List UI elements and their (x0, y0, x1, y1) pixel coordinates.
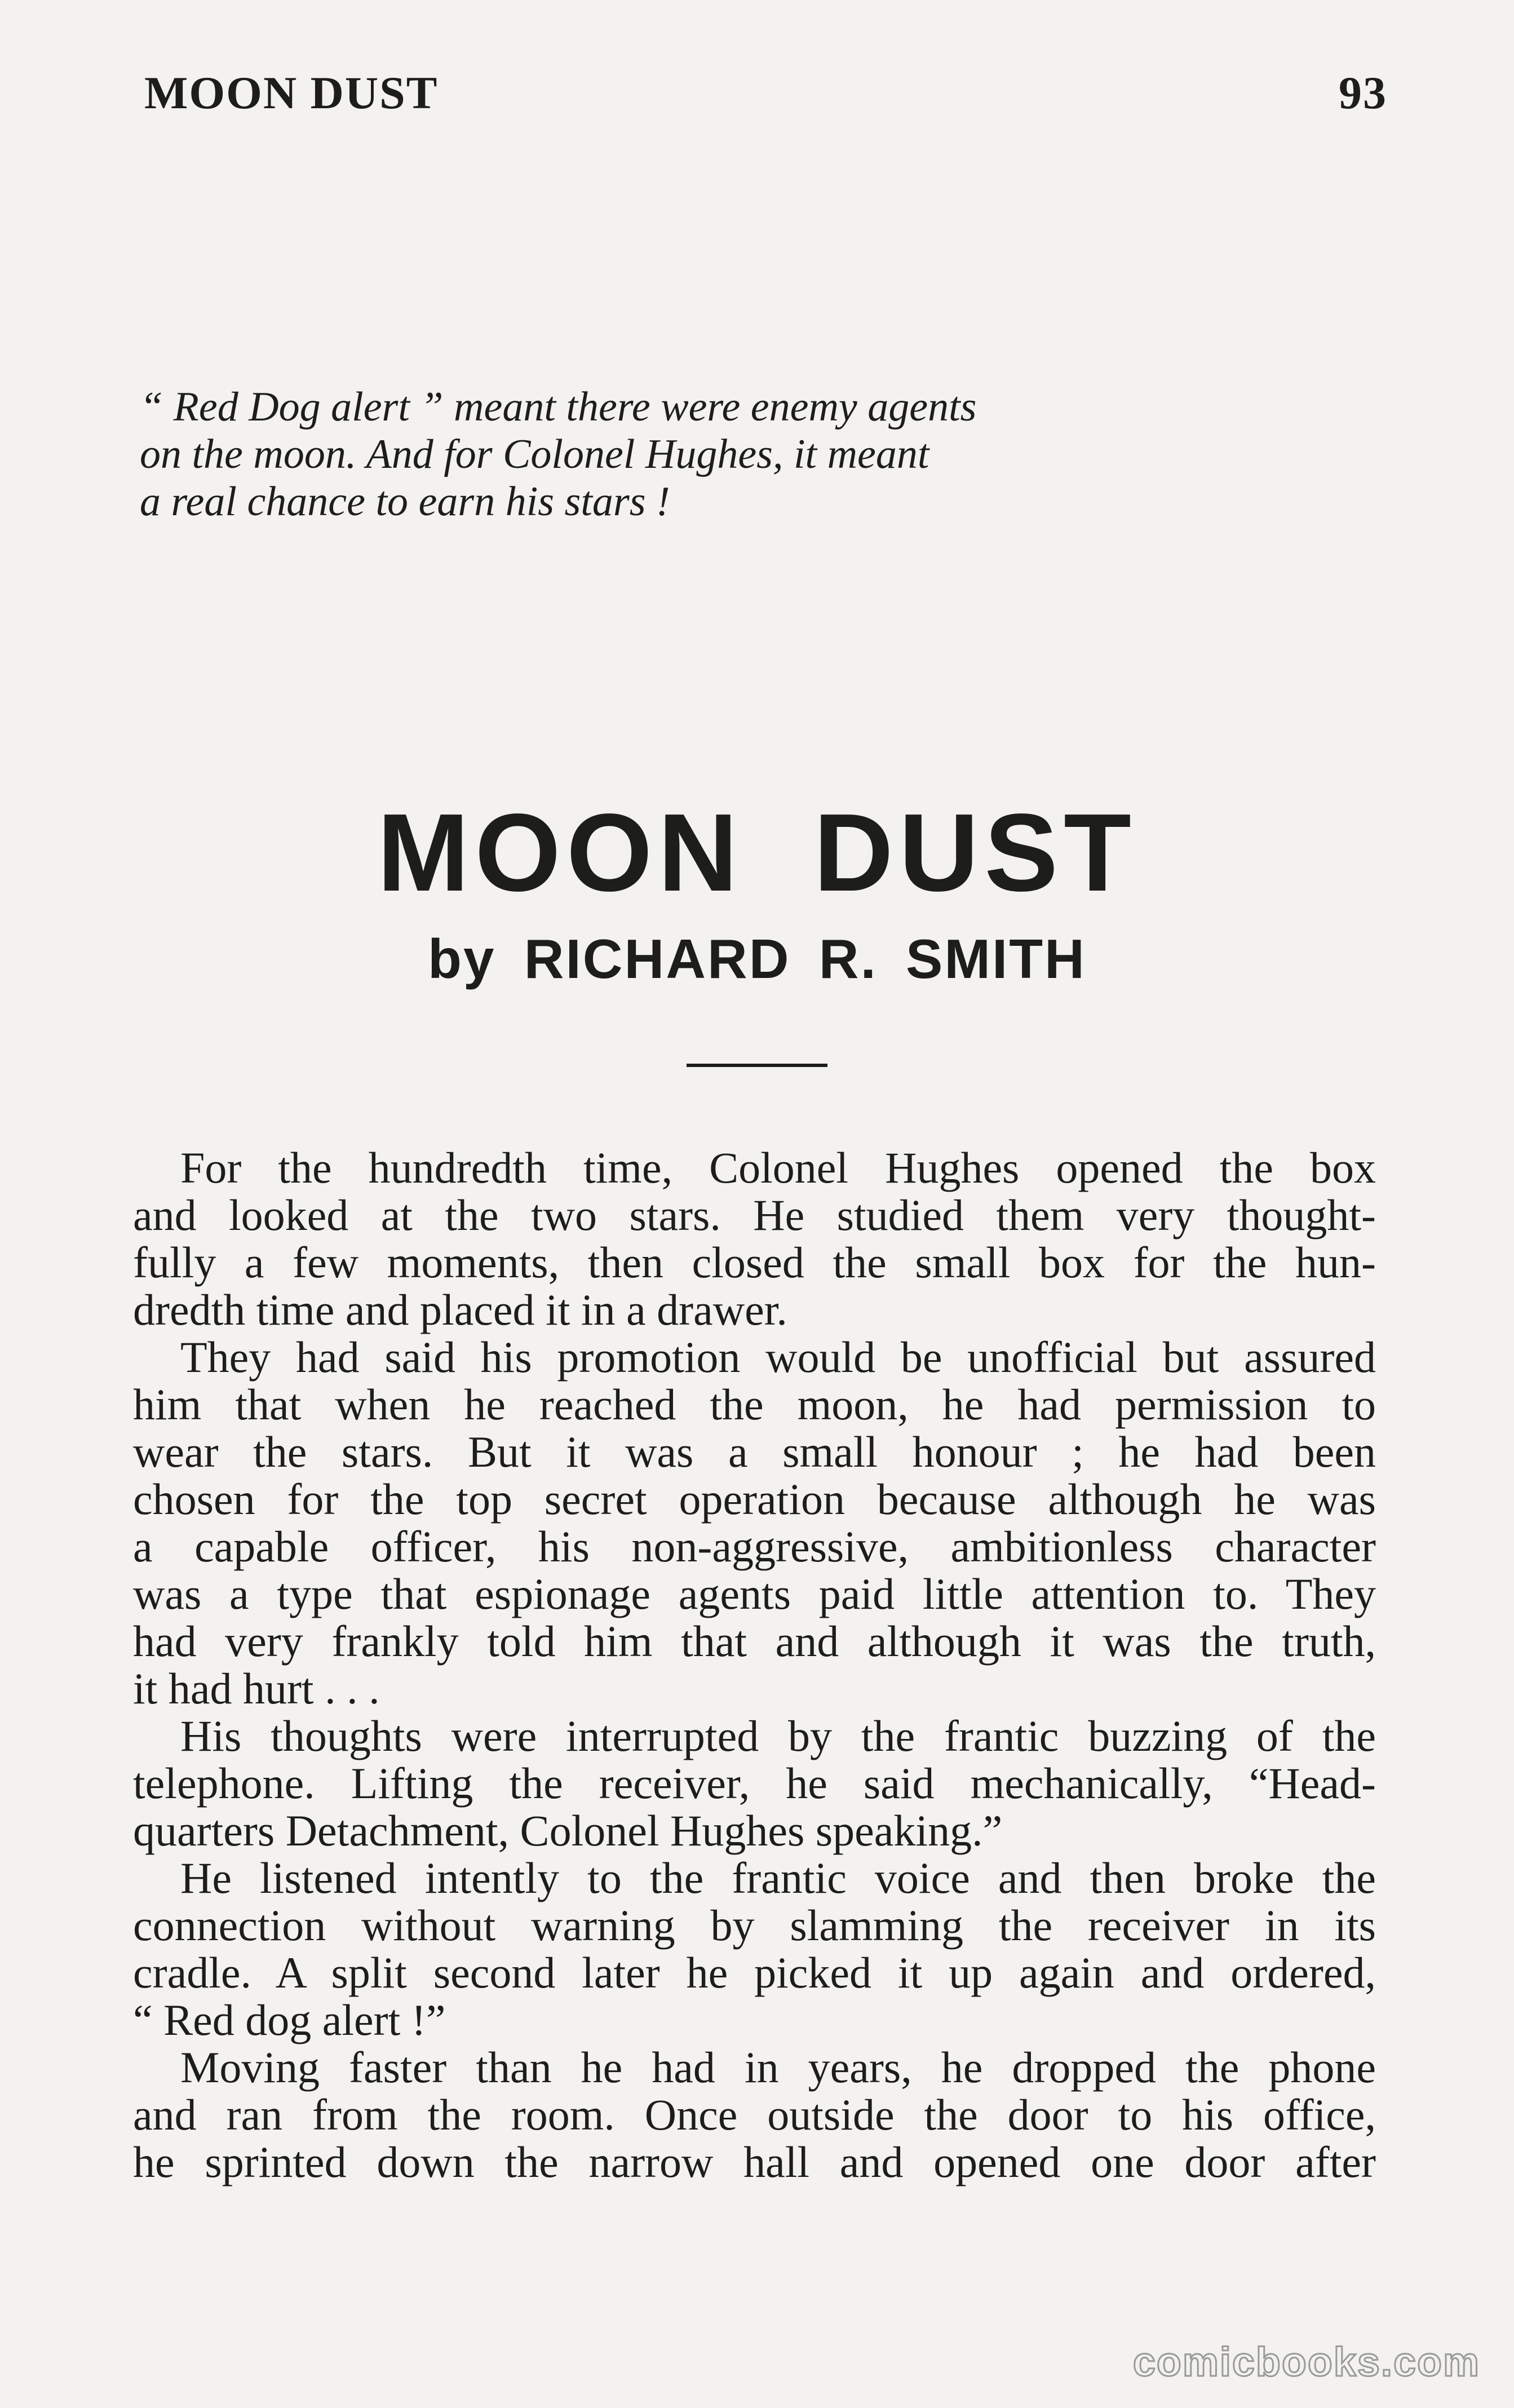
text-line: fully a few moments, then closed the small box for the hun- (133, 1238, 1376, 1287)
text-line: had very frankly told him that and although it was the truth, (133, 1617, 1376, 1666)
story-blurb (140, 383, 1126, 525)
text-line: His thoughts were interrupted by the frantic buzzing of the (180, 1711, 1376, 1760)
text-line: connection without warning by slamming the receiver in its (133, 1901, 1376, 1950)
text-line: and looked at the two stars. He studied them very thought- (133, 1190, 1376, 1240)
watermark-logo: comicbooks.com (1132, 2340, 1480, 2385)
paragraph (133, 1334, 1376, 1712)
text-line: “ Red dog alert !” (133, 1995, 446, 2044)
paragraph (133, 1854, 1376, 2044)
text-line: He listened intently to the frantic voice and then broke the (180, 1853, 1376, 1902)
text-line: quarters Detachment, Colonel Hughes speaking.” (133, 1806, 1003, 1855)
story-byline: by RICHARD R. SMITH (428, 928, 1086, 990)
story-title: MOON DUST (377, 791, 1137, 914)
blurb-line: on the moon. And for Colonel Hughes, it meant (140, 431, 929, 477)
text-line: him that when he reached the moon, he had permission to (133, 1380, 1376, 1429)
text-line: They had said his promotion would be unofficial but assured (180, 1333, 1376, 1382)
text-line: dredth time and placed it in a drawer. (133, 1285, 787, 1334)
blurb-line: “ Red Dog alert ” meant there were enemy agents (140, 384, 977, 430)
text-line: and ran from the room. Once outside the door to his office, (133, 2090, 1376, 2139)
running-header (144, 67, 1387, 123)
page-number: 93 (1339, 67, 1387, 118)
title-divider (687, 1064, 827, 1067)
text-line: a capable officer, his non-aggressive, ambitionless character (133, 1522, 1376, 1571)
running-title: MOON DUST (144, 67, 439, 118)
paragraph (133, 2044, 1376, 2186)
text-line: was a type that espionage agents paid little attention to. They (133, 1569, 1376, 1618)
text-line: Moving faster than he had in years, he dropped the phone (180, 2043, 1376, 2092)
text-line: it had hurt . . . (133, 1664, 380, 1713)
text-line: wear the stars. But it was a small honour ; he had been (133, 1427, 1376, 1476)
story-body (133, 1144, 1376, 2186)
paragraph (133, 1712, 1376, 1854)
text-line: For the hundredth time, Colonel Hughes opened the box (180, 1143, 1376, 1192)
blurb-line: a real chance to earn his stars ! (140, 479, 670, 525)
text-line: telephone. Lifting the receiver, he said mechanically, “Head- (133, 1759, 1376, 1808)
text-line: chosen for the top secret operation because although he was (133, 1475, 1376, 1524)
paragraph (133, 1144, 1376, 1334)
text-line: he sprinted down the narrow hall and opened one door after (133, 2137, 1376, 2186)
text-line: cradle. A split second later he picked it up again and ordered, (133, 1948, 1376, 1997)
